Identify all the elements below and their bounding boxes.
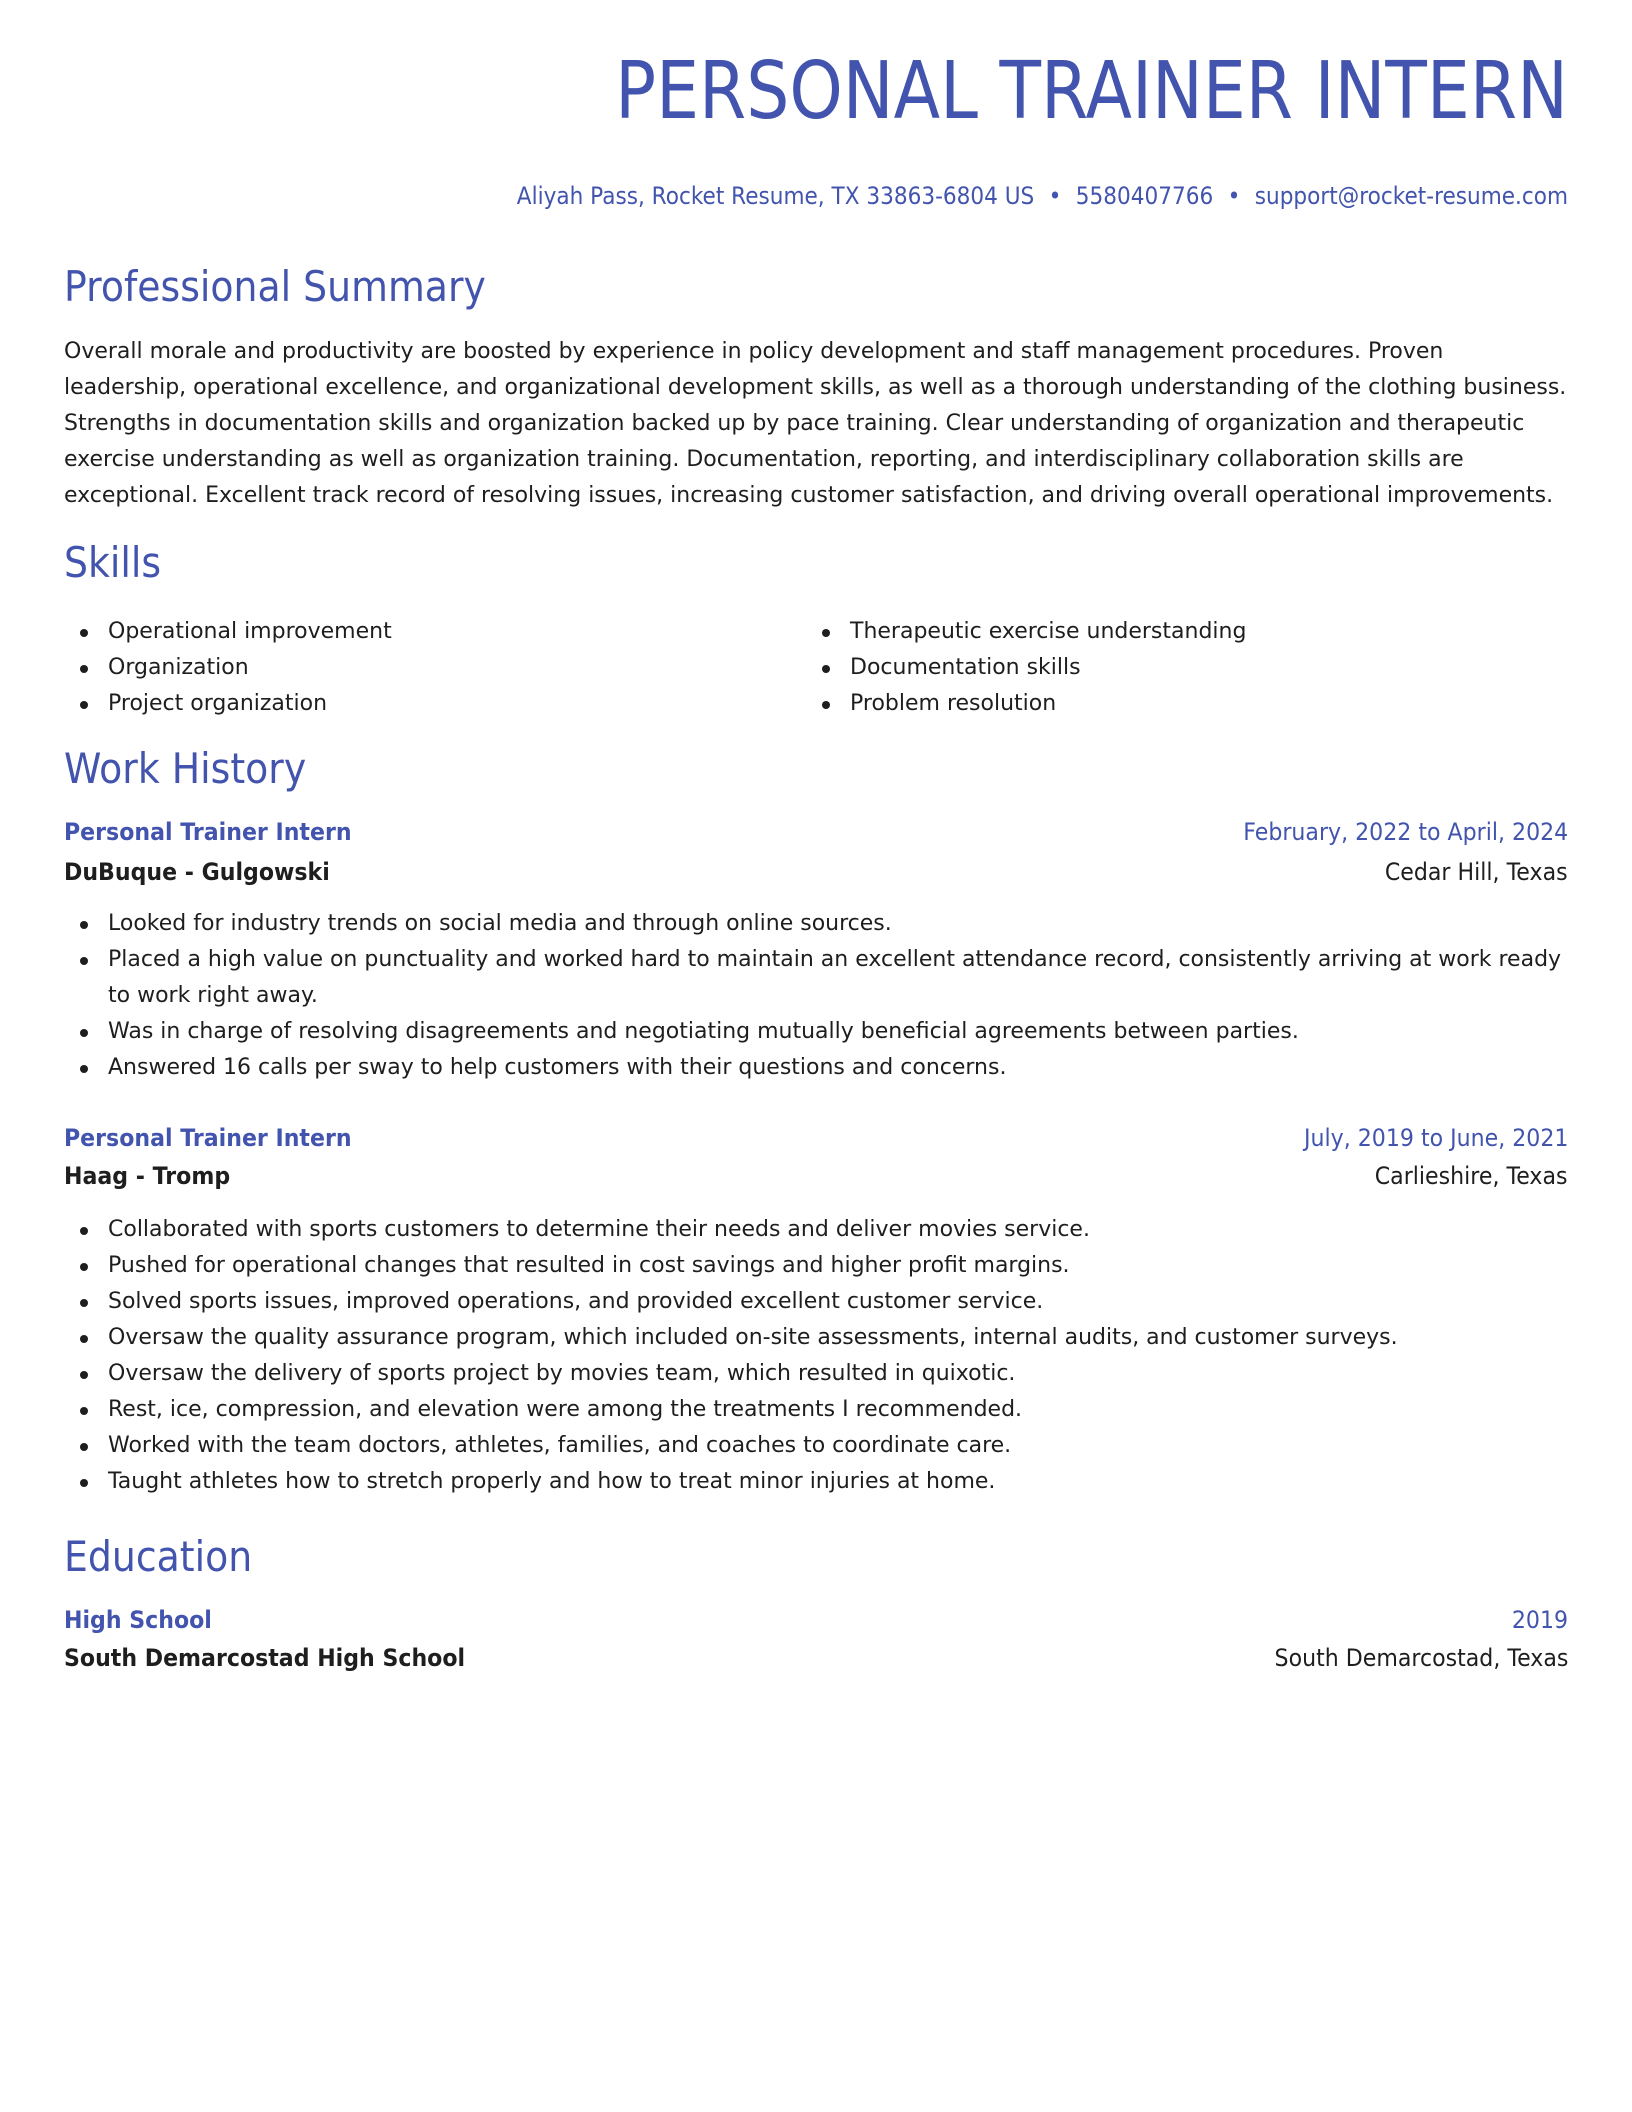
job-company: DuBuque - Gulgowski bbox=[64, 858, 330, 886]
job-bullets bbox=[64, 906, 1568, 1086]
skill-item: Organization bbox=[64, 650, 806, 686]
job-bullet: Answered 16 calls per sway to help customers with their questions and concerns. bbox=[64, 1050, 1568, 1086]
skills-column-left bbox=[64, 614, 806, 722]
job-dates: July, 2019 to June, 2021 bbox=[1303, 1124, 1568, 1152]
job-bullet: Placed a high value on punctuality and worked hard to maintain an excellent attendance record, consistently arriving at work ready to work right away. bbox=[64, 942, 1568, 1014]
contact-line bbox=[517, 182, 1568, 210]
job-bullet: Taught athletes how to stretch properly and how to treat minor injuries at home. bbox=[64, 1464, 1568, 1500]
job-dates: February, 2022 to April, 2024 bbox=[1243, 818, 1568, 846]
job-bullet: Oversaw the delivery of sports project by movies team, which resulted in quixotic. bbox=[64, 1356, 1568, 1392]
education-school-row bbox=[64, 1644, 1568, 1672]
job-bullet: Was in charge of resolving disagreements and negotiating mutually beneficial agreements between parties. bbox=[64, 1014, 1568, 1050]
skill-item: Operational improvement bbox=[64, 614, 806, 650]
work-history-heading: Work History bbox=[64, 744, 307, 793]
summary-text: Overall morale and productivity are boosted by experience in policy development and staff management procedures. Proven leadership, operational excellence, and organizational development skills, as well as a thorough understanding of the clothing business. Strengths in documentation skills and organization backed up by pace training. Clear understanding of organization and therapeutic exercise understanding as well as organization training. Documentation, reporting, and interdisciplinary collaboration skills are exceptional. Excellent track record of resolving issues, increasing customer satisfaction, and driving overall operational improvements. bbox=[64, 339, 1567, 508]
job-bullet: Solved sports issues, improved operations, and provided excellent customer service. bbox=[64, 1284, 1568, 1320]
contact-address: Aliyah Pass, Rocket Resume, TX 33863-6804 US bbox=[516, 182, 1035, 210]
job-location: Carlieshire, Texas bbox=[1375, 1162, 1568, 1190]
job-location: Cedar Hill, Texas bbox=[1385, 858, 1568, 886]
skill-item: Project organization bbox=[64, 686, 806, 722]
job-company-row bbox=[64, 1162, 1568, 1190]
resume-title: PERSONAL TRAINER INTERN bbox=[615, 45, 1568, 137]
contact-email: support@rocket-resume.com bbox=[1254, 182, 1568, 210]
education-degree: High School bbox=[64, 1606, 212, 1634]
job-bullets bbox=[64, 1212, 1568, 1500]
education-year: 2019 bbox=[1511, 1606, 1568, 1634]
contact-separator: • bbox=[1048, 182, 1062, 210]
education-header bbox=[64, 1606, 1568, 1634]
skill-item: Therapeutic exercise understanding bbox=[806, 614, 1548, 650]
job-role: Personal Trainer Intern bbox=[64, 1124, 352, 1152]
education-heading: Education bbox=[64, 1532, 253, 1581]
skills-heading: Skills bbox=[64, 538, 162, 587]
summary-heading: Professional Summary bbox=[64, 262, 486, 311]
skills-column-right bbox=[806, 614, 1548, 722]
job-header bbox=[64, 818, 1568, 846]
job-company: Haag - Tromp bbox=[64, 1162, 231, 1190]
job-bullet: Collaborated with sports customers to determine their needs and deliver movies service. bbox=[64, 1212, 1568, 1248]
education-location: South Demarcostad, Texas bbox=[1274, 1644, 1568, 1672]
job-role: Personal Trainer Intern bbox=[64, 818, 352, 846]
job-bullet: Oversaw the quality assurance program, which included on-site assessments, internal audits, and customer surveys. bbox=[64, 1320, 1568, 1356]
contact-phone: 5580407766 bbox=[1075, 182, 1214, 210]
education-school: South Demarcostad High School bbox=[64, 1644, 466, 1672]
skill-item: Problem resolution bbox=[806, 686, 1548, 722]
skills-list bbox=[64, 614, 1568, 722]
job-header bbox=[64, 1124, 1568, 1152]
job-bullet: Rest, ice, compression, and elevation were among the treatments I recommended. bbox=[64, 1392, 1568, 1428]
job-bullet: Pushed for operational changes that resulted in cost savings and higher profit margins. bbox=[64, 1248, 1568, 1284]
job-bullet: Worked with the team doctors, athletes, families, and coaches to coordinate care. bbox=[64, 1428, 1568, 1464]
job-bullet: Looked for industry trends on social media and through online sources. bbox=[64, 906, 1568, 942]
contact-separator: • bbox=[1227, 182, 1241, 210]
skill-item: Documentation skills bbox=[806, 650, 1548, 686]
job-company-row bbox=[64, 858, 1568, 886]
